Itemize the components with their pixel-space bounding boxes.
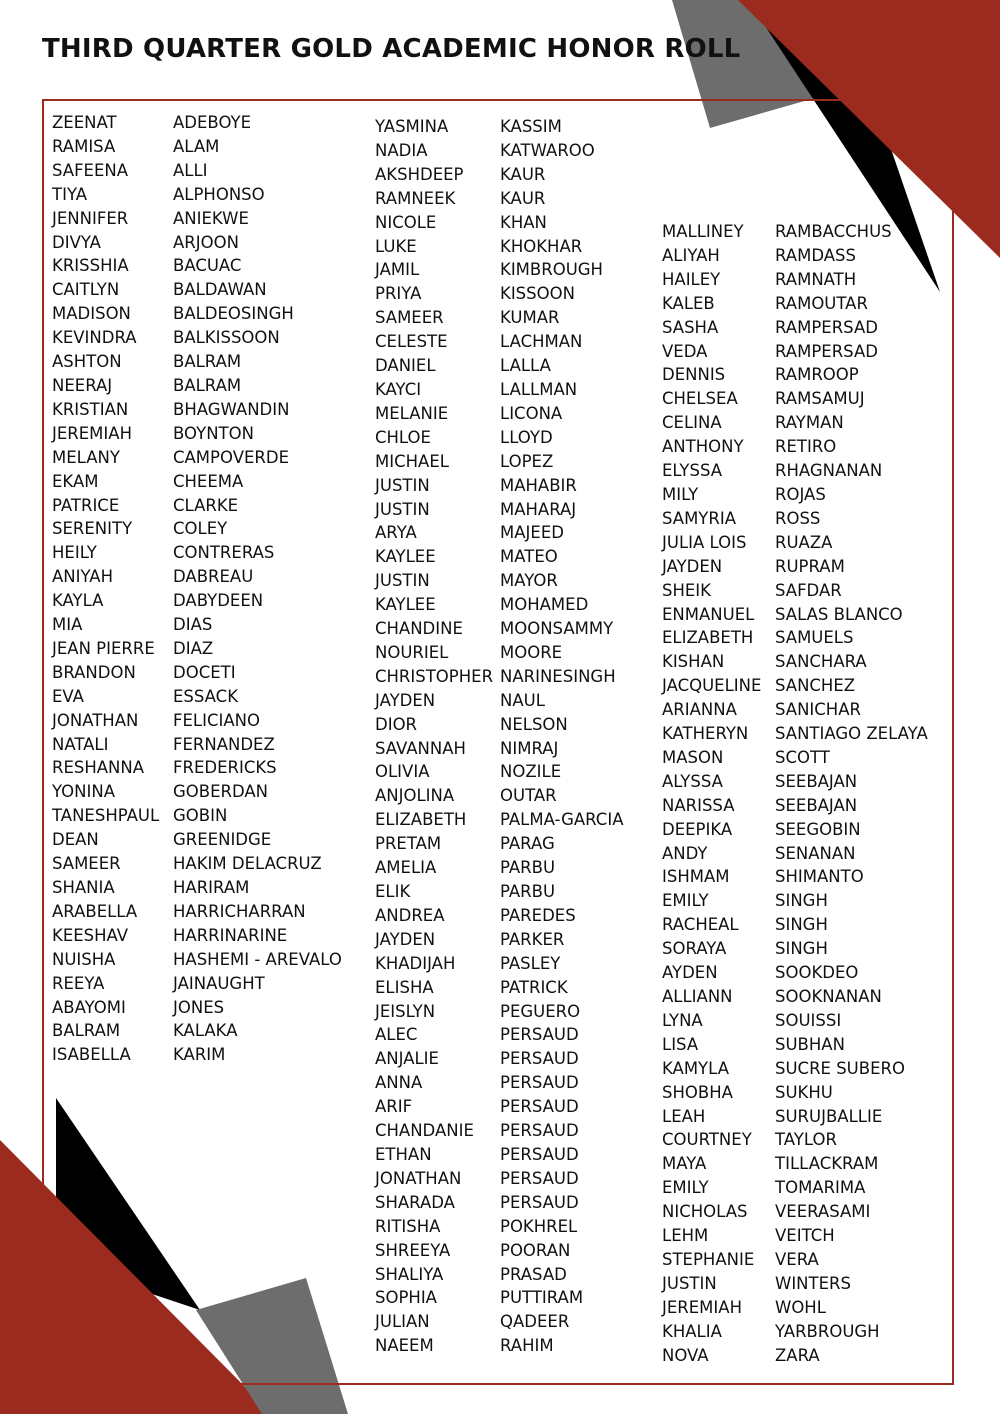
name-entry: MELANY xyxy=(52,447,120,467)
name-entry: EVA xyxy=(52,686,84,706)
name-entry: PAREDES xyxy=(500,905,576,925)
name-entry: MAHABIR xyxy=(500,475,577,495)
name-entry: HAILEY xyxy=(662,269,721,289)
name-entry: RAMBACCHUS xyxy=(775,222,892,241)
name-entry: LACHMAN xyxy=(500,332,583,352)
name-entry: POORAN xyxy=(500,1240,571,1260)
name-entry: JUSTIN xyxy=(375,499,430,519)
name-entry: KAUR xyxy=(500,164,546,184)
name-entry: ARABELLA xyxy=(52,901,138,921)
first-names-column-1 xyxy=(52,111,159,1067)
name-entry: PERSAUD xyxy=(500,1144,579,1164)
name-entry: SHARADA xyxy=(375,1192,455,1212)
name-entry: CHLOE xyxy=(375,427,431,447)
name-entry: SAMEER xyxy=(375,308,444,328)
name-entry: KISSOON xyxy=(500,284,575,304)
name-entry: FERNANDEZ xyxy=(173,734,275,754)
name-entry: SUBHAN xyxy=(775,1034,845,1054)
name-entry: KAYLEE xyxy=(375,595,436,615)
name-entry: CHELSEA xyxy=(662,389,738,409)
name-entry: PRETAM xyxy=(375,834,442,854)
first-names-column-2 xyxy=(375,115,493,1358)
name-entry: MOHAMED xyxy=(500,595,589,615)
name-entry: PERSAUD xyxy=(500,1168,579,1188)
name-entry: COURTNEY xyxy=(662,1130,752,1150)
name-entry: JUSTIN xyxy=(662,1273,717,1293)
name-entry: RAMNATH xyxy=(775,269,857,289)
name-entry: TANESHPAUL xyxy=(52,806,160,826)
name-entry: DEAN xyxy=(52,830,99,850)
name-entry: ROSS xyxy=(775,508,821,528)
name-entry: BALRAM xyxy=(173,352,242,372)
name-entry: NAUL xyxy=(500,690,545,710)
name-entry: SCOTT xyxy=(775,747,830,767)
name-entry: ELIZABETH xyxy=(662,628,754,648)
name-entry: TILLACKRAM xyxy=(775,1154,879,1174)
last-names-column-3 xyxy=(775,220,928,1368)
name-entry: ASHTON xyxy=(52,352,122,372)
name-entry: QADEER xyxy=(500,1312,570,1332)
name-entry: ARJOON xyxy=(173,232,239,252)
name-entry: ENMANUEL xyxy=(662,604,755,624)
name-entry: VERA xyxy=(775,1249,819,1269)
name-entry: OUTAR xyxy=(500,786,557,806)
name-entry: SAVANNAH xyxy=(375,738,466,758)
name-entry: YASMINA xyxy=(375,117,449,136)
name-entry: MALLINEY xyxy=(662,222,744,241)
name-entry: TOMARIMA xyxy=(775,1178,866,1198)
name-entry: MOORE xyxy=(500,642,563,662)
name-entry: ALPHONSO xyxy=(173,184,265,204)
name-entry: LALLMAN xyxy=(500,379,578,399)
name-entry: JONES xyxy=(173,997,225,1017)
name-entry: KHOKHAR xyxy=(500,236,583,256)
name-entry: HARIRAM xyxy=(173,878,250,897)
name-entry: DABREAU xyxy=(173,567,254,587)
name-entry: ELIZABETH xyxy=(375,810,467,830)
name-entry: HEILY xyxy=(52,543,97,563)
name-entry: ANDY xyxy=(662,843,708,863)
name-entry: SOOKNANAN xyxy=(775,987,882,1006)
name-entry: ELISHA xyxy=(375,977,434,997)
name-entry: KHALIA xyxy=(662,1321,722,1341)
name-entry: PATRICE xyxy=(52,495,120,515)
name-entry: BHAGWANDIN xyxy=(173,399,290,419)
name-entry: NOZILE xyxy=(500,762,562,782)
name-entry: MAHARAJ xyxy=(500,499,577,519)
name-entry: LEAH xyxy=(662,1106,706,1126)
name-entry: BALDEOSINGH xyxy=(173,304,294,324)
name-entry: AYDEN xyxy=(662,963,718,983)
name-entry: RUPRAM xyxy=(775,556,845,576)
name-entry: KEESHAV xyxy=(52,925,129,945)
name-entry: BALKISSOON xyxy=(173,328,280,348)
name-entry: SOUISSI xyxy=(775,1010,842,1030)
name-entry: GOBERDAN xyxy=(173,782,269,802)
name-entry: MASON xyxy=(662,747,724,767)
name-entry: DOCETI xyxy=(173,662,236,682)
name-entry: SAMEER xyxy=(52,854,121,874)
name-entry: ESSACK xyxy=(173,686,239,706)
name-entry: SAFDAR xyxy=(775,580,842,600)
name-entry: CELINA xyxy=(662,413,722,433)
name-entry: RESHANNA xyxy=(52,758,145,778)
name-entry: ALAM xyxy=(173,136,220,156)
name-entry: DIAZ xyxy=(173,638,214,658)
name-entry: SEEBAJAN xyxy=(775,795,858,815)
page-title: THIRD QUARTER GOLD ACADEMIC HONOR ROLL xyxy=(42,34,741,64)
name-entry: BRANDON xyxy=(52,662,136,682)
name-entry: PASLEY xyxy=(500,953,561,973)
name-entry: KATHERYN xyxy=(662,724,749,744)
name-entry: SHANIA xyxy=(52,878,115,897)
name-entry: AKSHDEEP xyxy=(375,164,464,184)
name-entry: LLOYD xyxy=(500,427,553,447)
name-entry: NIMRAJ xyxy=(500,738,559,758)
name-entry: JULIA LOIS xyxy=(662,532,747,552)
name-entry: RETIRO xyxy=(775,437,837,457)
name-entry: ELIK xyxy=(375,882,411,901)
name-entry: JAYDEN xyxy=(375,690,436,710)
name-entry: RAMNEEK xyxy=(375,188,456,208)
name-entry: JAYDEN xyxy=(662,556,723,576)
name-entry: PATRICK xyxy=(500,977,568,997)
name-entry: NOVA xyxy=(662,1345,709,1365)
name-entry: PARBU xyxy=(500,882,556,901)
name-entry: PERSAUD xyxy=(500,1025,579,1045)
name-entry: DABYDEEN xyxy=(173,591,264,611)
name-entry: PARKER xyxy=(500,929,565,949)
name-entry: KARIM xyxy=(173,1045,226,1065)
name-entry: NICHOLAS xyxy=(662,1202,748,1222)
name-entry: ALLIANN xyxy=(662,987,733,1006)
name-entry: SINGH xyxy=(775,915,828,935)
name-entry: EKAM xyxy=(52,471,99,491)
name-entry: PALMA-GARCIA xyxy=(500,810,624,830)
name-entry: NICOLE xyxy=(375,212,437,232)
name-entry: KIMBROUGH xyxy=(500,260,603,280)
name-entry: KHAN xyxy=(500,212,547,232)
name-entry: ARIF xyxy=(375,1097,413,1117)
name-entry: ARYA xyxy=(375,523,417,543)
name-entry: TAYLOR xyxy=(775,1130,837,1150)
name-entry: EMILY xyxy=(662,1178,709,1198)
name-entry: BOYNTON xyxy=(173,423,254,443)
name-entry: DANIEL xyxy=(375,356,436,376)
name-entry: KUMAR xyxy=(500,308,560,328)
name-entry: RAMDASS xyxy=(775,245,856,265)
name-entry: RITISHA xyxy=(375,1216,441,1236)
name-entry: JUSTIN xyxy=(375,475,430,495)
name-entry: SENANAN xyxy=(775,843,856,863)
name-entry: MILY xyxy=(662,484,699,504)
name-entry: JUSTIN xyxy=(375,571,430,591)
name-entry: ISHMAM xyxy=(662,867,730,887)
name-entry: BALRAM xyxy=(52,1021,121,1041)
name-entry: LUKE xyxy=(375,236,417,256)
name-entry: KEVINDRA xyxy=(52,328,137,348)
name-entry: MELANIE xyxy=(375,403,449,423)
name-entry: HASHEMI - AREVALO xyxy=(173,949,342,969)
name-entry: KRISTIAN xyxy=(52,399,129,419)
name-entry: CLARKE xyxy=(173,495,239,515)
name-entry: RAMISA xyxy=(52,136,116,156)
name-entry: SERENITY xyxy=(52,519,133,539)
name-entry: SANICHAR xyxy=(775,700,861,720)
name-entry: JEREMIAH xyxy=(662,1297,742,1317)
name-entry: ANIEKWE xyxy=(173,208,249,228)
name-entry: JULIAN xyxy=(375,1312,430,1332)
name-entry: ANIYAH xyxy=(52,567,113,587)
last-names-column-2 xyxy=(500,115,623,1358)
first-names-column-3 xyxy=(662,220,761,1368)
name-entry: FELICIANO xyxy=(173,710,260,730)
name-entry: ANJALIE xyxy=(375,1049,439,1069)
name-entry: PERSAUD xyxy=(500,1192,579,1212)
name-entry: SANCHEZ xyxy=(775,676,856,696)
name-entry: ANTHONY xyxy=(662,437,744,457)
name-entry: MOONSAMMY xyxy=(500,619,614,639)
name-entry: CELESTE xyxy=(375,332,448,352)
name-entry: SHOBHA xyxy=(662,1082,733,1102)
name-entry: KAYCI xyxy=(375,379,422,399)
name-entry: JAYDEN xyxy=(375,929,436,949)
name-entry: KALEB xyxy=(662,293,715,313)
name-entry: PRIYA xyxy=(375,284,422,304)
name-entry: COLEY xyxy=(173,519,228,539)
name-entry: AMELIA xyxy=(375,858,437,878)
name-entry: SAMUELS xyxy=(775,628,854,648)
name-entry: POKHREL xyxy=(500,1216,578,1236)
name-entry: MAYOR xyxy=(500,571,558,591)
name-entry: MADISON xyxy=(52,304,131,324)
name-entry: CAITLYN xyxy=(52,280,120,300)
name-entry: KAYLEE xyxy=(375,547,436,567)
name-entry: DIVYA xyxy=(52,232,101,252)
name-entry: ROJAS xyxy=(775,484,826,504)
name-entry: ANJOLINA xyxy=(375,786,455,806)
last-names-column-1 xyxy=(173,111,342,1067)
name-entry: ETHAN xyxy=(375,1144,432,1164)
name-entry: RACHEAL xyxy=(662,915,739,935)
name-entry: LEHM xyxy=(662,1226,709,1246)
name-entry: KAYLA xyxy=(52,591,104,611)
name-entry: TIYA xyxy=(52,184,88,204)
name-entry: CHRISTOPHER xyxy=(375,666,494,686)
name-entry: MAYA xyxy=(662,1154,707,1174)
name-entry: CHEEMA xyxy=(173,471,244,491)
name-entry: ALIYAH xyxy=(662,245,720,265)
name-entry: NEERAJ xyxy=(52,375,113,395)
name-entry: SANCHARA xyxy=(775,652,867,672)
name-entry: PARAG xyxy=(500,834,555,854)
name-entry: REEYA xyxy=(52,973,105,993)
name-entry: ALEC xyxy=(375,1025,418,1045)
name-entry: VEERASAMI xyxy=(775,1202,871,1222)
name-entry: KRISSHIA xyxy=(52,256,129,276)
name-entry: RAMOUTAR xyxy=(775,293,868,313)
name-entry: MIA xyxy=(52,615,83,635)
name-entry: SEEGOBIN xyxy=(775,819,861,839)
name-entry: PERSAUD xyxy=(500,1097,579,1117)
name-entry: PARBU xyxy=(500,858,556,878)
name-entry: SHREEYA xyxy=(375,1240,451,1260)
name-entry: RUAZA xyxy=(775,532,833,552)
name-entry: NUISHA xyxy=(52,949,116,969)
name-entry: PERSAUD xyxy=(500,1073,579,1093)
name-entry: DIOR xyxy=(375,714,418,734)
name-entry: KISHAN xyxy=(662,652,725,672)
name-entry: SASHA xyxy=(662,317,719,337)
name-entry: WINTERS xyxy=(775,1273,851,1293)
name-entry: CHANDINE xyxy=(375,619,463,639)
name-entry: ZARA xyxy=(775,1345,820,1365)
name-entry: FREDERICKS xyxy=(173,758,277,778)
name-entry: ALYSSA xyxy=(662,771,723,791)
name-entry: SHEIK xyxy=(662,580,711,600)
name-entry: SUCRE SUBERO xyxy=(775,1058,905,1078)
name-entry: LALLA xyxy=(500,356,551,376)
name-entry: ALLI xyxy=(173,160,208,180)
name-entry: BALDAWAN xyxy=(173,280,267,300)
name-entry: JENNIFER xyxy=(52,208,129,228)
name-entry: SAMYRIA xyxy=(662,508,737,528)
name-entry: RHAGNANAN xyxy=(775,461,883,481)
name-entry: ELYSSA xyxy=(662,461,723,481)
name-entry: JACQUELINE xyxy=(662,676,762,696)
name-entry: ABAYOMI xyxy=(52,997,126,1017)
name-entry: OLIVIA xyxy=(375,762,430,782)
name-entry: JEISLYN xyxy=(375,1001,436,1021)
name-entry: BACUAC xyxy=(173,256,242,276)
name-entry: KASSIM xyxy=(500,117,562,136)
name-entry: SALAS BLANCO xyxy=(775,604,903,624)
name-entry: SHALIYA xyxy=(375,1264,444,1284)
name-entry: DEEPIKA xyxy=(662,819,733,839)
name-entry: MICHAEL xyxy=(375,451,449,471)
name-entry: MAJEED xyxy=(500,523,564,543)
name-entry: KALAKA xyxy=(173,1021,238,1041)
name-entry: RAHIM xyxy=(500,1336,554,1356)
name-entry: SUKHU xyxy=(775,1082,833,1102)
name-entry: STEPHANIE xyxy=(662,1249,755,1269)
name-entry: VEDA xyxy=(662,341,708,361)
name-entry: MATEO xyxy=(500,547,558,567)
name-entry: ANDREA xyxy=(375,905,445,925)
name-entry: JONATHAN xyxy=(375,1168,462,1188)
name-entry: ANNA xyxy=(375,1073,423,1093)
name-entry: KAMYLA xyxy=(662,1058,729,1078)
name-entry: NARISSA xyxy=(662,795,735,815)
name-entry: NAEEM xyxy=(375,1336,434,1356)
name-entry: KATWAROO xyxy=(500,140,595,160)
name-entry: DIAS xyxy=(173,615,213,635)
name-entry: NADIA xyxy=(375,140,428,160)
name-entry: YONINA xyxy=(52,782,116,802)
name-entry: PERSAUD xyxy=(500,1049,579,1069)
name-entry: EMILY xyxy=(662,891,709,911)
name-entry: SINGH xyxy=(775,891,828,911)
name-entry: CAMPOVERDE xyxy=(173,447,289,467)
name-entry: SANTIAGO ZELAYA xyxy=(775,724,928,744)
name-entry: PEGUERO xyxy=(500,1001,581,1021)
name-entry: CHANDANIE xyxy=(375,1121,474,1141)
name-entry: LICONA xyxy=(500,403,563,423)
name-entry: ZEENAT xyxy=(52,113,117,132)
name-entry: HARRICHARRAN xyxy=(173,901,306,921)
name-entry: RAMSAMUJ xyxy=(775,389,865,409)
name-entry: GREENIDGE xyxy=(173,830,272,850)
name-entry: LOPEZ xyxy=(500,451,554,471)
name-entry: YARBROUGH xyxy=(775,1321,880,1341)
name-entry: KAUR xyxy=(500,188,546,208)
name-entry: RAMPERSAD xyxy=(775,317,878,337)
name-entry: SAFEENA xyxy=(52,160,129,180)
name-entry: RAMROOP xyxy=(775,365,859,385)
name-entry: PERSAUD xyxy=(500,1121,579,1141)
name-entry: ARIANNA xyxy=(662,700,737,720)
name-entry: HARRINARINE xyxy=(173,925,288,945)
name-entry: CONTRERAS xyxy=(173,543,275,563)
name-entry: RAYMAN xyxy=(775,413,844,433)
name-entry: HAKIM DELACRUZ xyxy=(173,854,322,874)
name-entry: ISABELLA xyxy=(52,1045,131,1065)
name-entry: LISA xyxy=(662,1034,699,1054)
name-entry: SHIMANTO xyxy=(775,867,864,887)
name-entry: DENNIS xyxy=(662,365,726,385)
name-entry: NOURIEL xyxy=(375,642,449,662)
name-entry: JEAN PIERRE xyxy=(52,638,155,658)
name-entry: ADEBOYE xyxy=(173,113,252,132)
name-entry: SINGH xyxy=(775,939,828,959)
name-entry: VEITCH xyxy=(775,1226,835,1246)
name-entry: JAMIL xyxy=(375,260,420,280)
name-entry: SOPHIA xyxy=(375,1288,437,1308)
name-entry: SORAYA xyxy=(662,939,727,959)
name-entry: KHADIJAH xyxy=(375,953,456,973)
name-entry: NELSON xyxy=(500,714,568,734)
name-entry: PRASAD xyxy=(500,1264,567,1284)
name-entry: BALRAM xyxy=(173,375,242,395)
name-entry: RAMPERSAD xyxy=(775,341,878,361)
name-entry: JONATHAN xyxy=(52,710,139,730)
name-entry: JAINAUGHT xyxy=(173,973,265,993)
name-entry: GOBIN xyxy=(173,806,228,826)
name-entry: NATALI xyxy=(52,734,109,754)
name-entry: JEREMIAH xyxy=(52,423,132,443)
name-entry: LYNA xyxy=(662,1010,703,1030)
name-entry: WOHL xyxy=(775,1297,826,1317)
name-entry: SURUJBALLIE xyxy=(775,1106,883,1126)
name-entry: NARINESINGH xyxy=(500,666,616,686)
name-entry: SEEBAJAN xyxy=(775,771,858,791)
name-entry: SOOKDEO xyxy=(775,963,859,983)
name-entry: PUTTIRAM xyxy=(500,1288,584,1308)
